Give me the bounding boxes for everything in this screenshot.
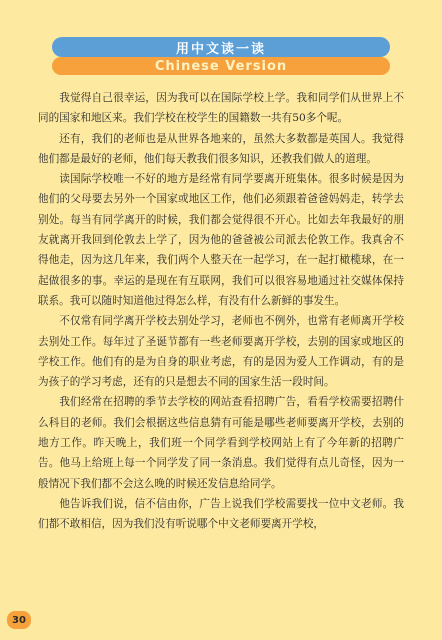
page-title-english: Chinese Version — [154, 58, 288, 74]
paragraph: 他告诉我们说，信不信由你，广告上说我们学校需要找一位中文老师。我们都不敢相信，因为我们没有听说哪个中文老师要离开学校， — [38, 497, 404, 531]
paragraph: 我们经常在招聘的季节去学校的网站查看招聘广告，看看学校需要招聘什么科目的老师。我们会根据这些信息猜有可能是哪些老师要离开学校，去别的地方工作。昨天晚上，我们班一个同学看到学校网站上有了今年新的招聘广告。他马上给班上每一个同学发了同一条消息。我们觉得有点儿奇怪，因为一般情况下我们都不会这么晚的时候还发信息给同学。 — [38, 396, 404, 490]
paragraph: 还有，我们的老师也是从世界各地来的，虽然大多数都是英国人。我觉得他们都是最好的老师，他们每天教我们很多知识，还教我们做人的道理。 — [38, 132, 404, 165]
title-banner-chinese — [52, 37, 390, 57]
paragraph: 读国际学校唯一不好的地方是经常有同学要离开班集体。很多时候是因为他们的父母要去另外一个国家或地区工作，他们必须跟着爸爸妈妈走，转学去别处。每当有同学离开的时候，我们都会觉得很不开心。比如去年我最好的朋友就离开我回到伦敦去上学了，因为他的爸爸被公司派去伦敦工作。我真舍不得他走，因为这几年来，我们两个人整天在一起学习，在一起打橄榄球，在一起做很多的事。幸运的是现在有互联网，我们可以很容易地通过社交媒体保持联系。我可以随时知道他过得怎么样，有没有什么新鲜的事发生。 — [38, 173, 404, 307]
title-banner — [52, 37, 390, 75]
page-title-chinese: 用中文读一读 — [175, 41, 266, 57]
title-banner-english — [52, 57, 390, 75]
page-number: 30 — [7, 611, 31, 629]
paragraph: 不仅常有同学离开学校去别处学习，老师也不例外，也常有老师离开学校去别处工作。每年过了圣诞节都有一些老师要离开学校，去别的国家或地区的学校工作。他们有的是为自身的职业考虑，有的是因为爱人工作调动，有的是为孩子的学习考虑，还有的只是想去不同的国家生活一段时间。 — [38, 315, 404, 389]
paragraph: 我觉得自己很幸运，因为我可以在国际学校上学。我和同学们从世界上不同的国家和地区来。我们学校在校学生的国籍数一共有50多个呢。 — [38, 92, 404, 125]
article-body — [38, 88, 404, 535]
